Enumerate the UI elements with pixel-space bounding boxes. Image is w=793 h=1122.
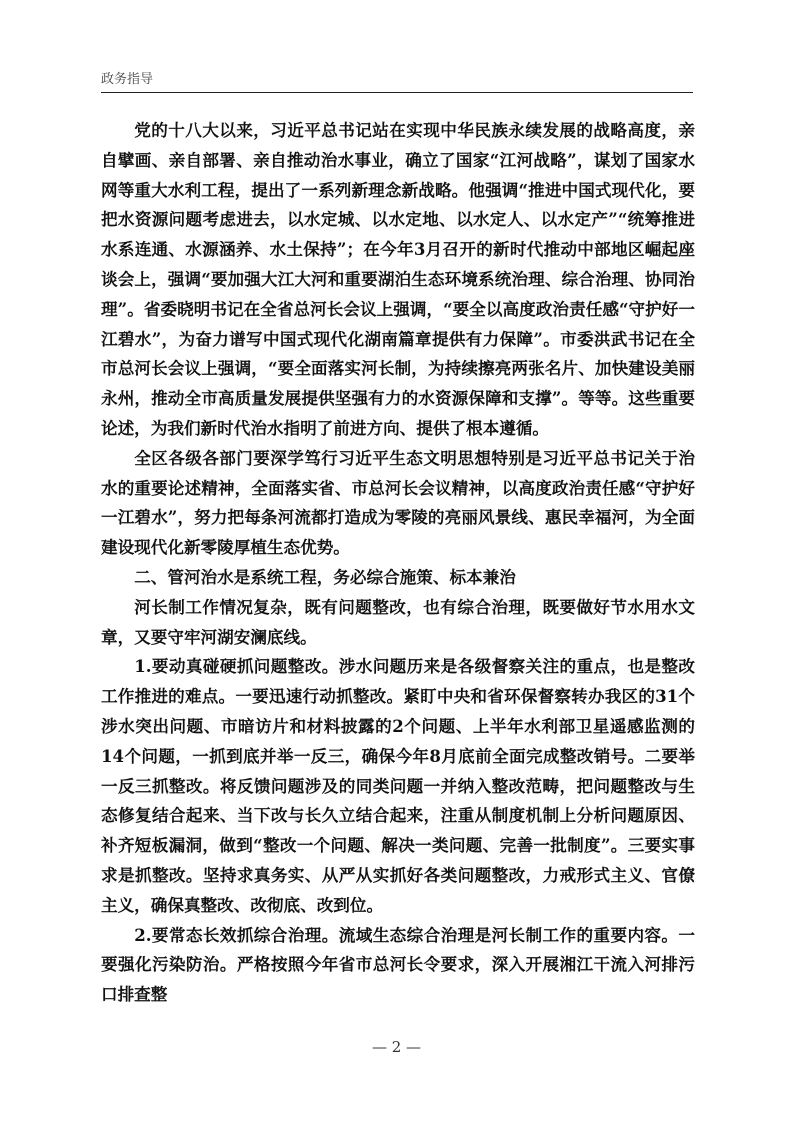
paragraph: 党的十八大以来，习近平总书记站在实现中华民族永续发展的战略高度，亲自擘画、亲自部署、亲自推动治水事业，确立了国家“江河战略”，谋划了国家水网等重大水利工程，提出了一系列新理念新战略。他强调“推进中国式现代化，要把水资源问题考虑进去，以水定城、以水定地、以水定人、以水定产”“统筹推进水系连通、水源涵养、水土保持”；在今年3月召开的新时代推动中部地区崛起座谈会上，强调“要加强大江大河和重要湖泊生态环境系统治理、综合治理、协同治理”。省委晓明书记在全省总河长会议上强调，“要全以高度政治责任感“守护好一江碧水”，为奋力谱写中国式现代化湖南篇章提供有力保障”。市委洪武书记在全市总河长会议上强调，“要全面落实河长制，为持续擦亮两张名片、加快建设美丽永州，推动全市高质量发展提供坚强有力的水资源保障和支撑”。等等。这些重要论述，为我们新时代治水指明了前进方向、提供了根本遵循。: [101, 120, 695, 438]
header-title: 政务指导: [101, 72, 154, 87]
page-header: [101, 64, 693, 93]
section-heading: 二、管河治水是系统工程，务必综合施策、标本兼治: [134, 567, 516, 587]
page-number: — 2 —: [371, 1038, 422, 1056]
paragraph: 河长制工作情况复杂，既有问题整改，也有综合治理，既要做好节水用水文章，又要守牢河湖安澜底线。: [101, 596, 695, 647]
paragraph: 全区各级各部门要深学笃行习近平生态文明思想特别是习近平总书记关于治水的重要论述精神，全面落实省、市总河长会议精神，以高度政治责任感“守护好一江碧水”，努力把每条河流都打造成为零陵的亮丽风景线、惠民幸福河，为全面建设现代化新零陵厚植生态优势。: [101, 447, 695, 558]
paragraph: 2.要常态长效抓综合治理。流域生态综合治理是河长制工作的重要内容。一要强化污染防治。严格按照今年省市总河长令要求，深入开展湘江干流入河排污口排查整: [101, 924, 695, 1005]
document-body: [101, 116, 695, 1010]
paragraph: 1.要动真碰硬抓问题整改。涉水问题历来是各级督察关注的重点，也是整改工作推进的难点。一要迅速行动抓整改。紧盯中央和省环保督察转办我区的31个涉水突出问题、市暗访片和材料披露的2个问题、上半年水利部卫星遥感监测的14个问题，一抓到底并举一反三，确保今年8月底前全面完成整改销号。二要举一反三抓整改。将反馈问题涉及的同类问题一并纳入整改范畴，把问题整改与生态修复结合起来、当下改与长久立结合起来，注重从制度机制上分析问题原因、补齐短板漏洞，做到“整改一个问题、解决一类问题、完善一批制度”。三要实事求是抓整改。坚持求真务实、从严从实抓好各类问题整改，力戒形式主义、官僚主义，确保真整改、改彻底、改到位。: [101, 656, 695, 915]
